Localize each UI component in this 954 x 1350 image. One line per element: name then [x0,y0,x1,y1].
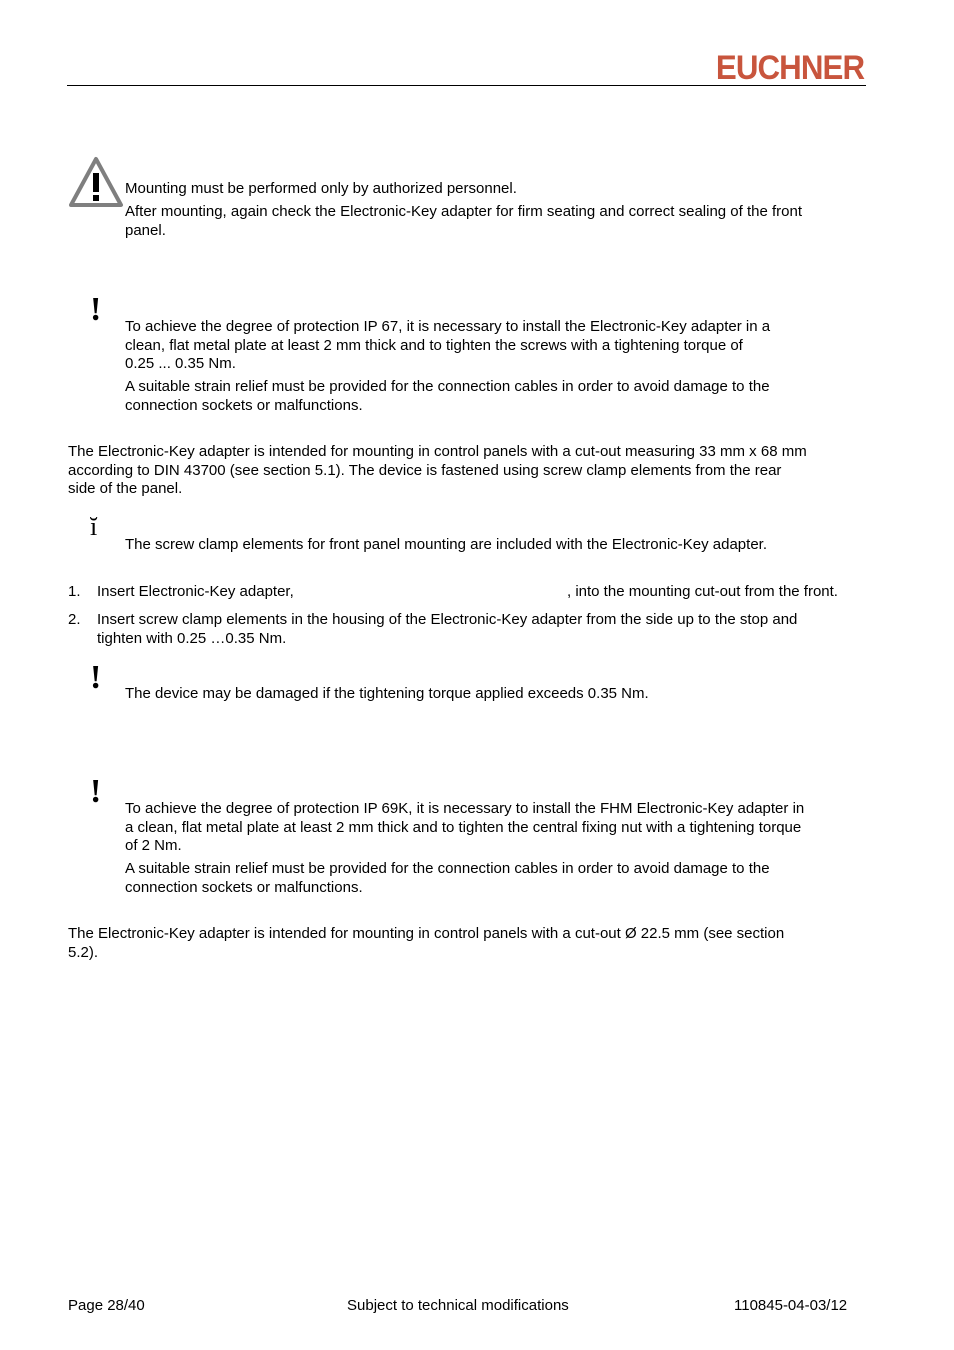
info-note-text: The screw clamp elements for front panel mounting are included with the Electronic-Key adapter. [125,536,767,553]
ip67-strain-relief-text: A suitable strain relief must be provided for the connection cables in order to avoid damage to the connection sockets or malfunctions. [125,378,770,414]
warning-triangle-icon [68,156,124,208]
torque-damage-warning: The device may be damaged if the tightening torque applied exceeds 0.35 Nm. [125,685,649,702]
footer-page-number: Page 28/40 [68,1297,145,1314]
ip67-intro-paragraph: The Electronic-Key adapter is intended for mounting in control panels with a cut-out measuring 33 mm x 68 mm according to DIN 43700 (see section 5.1). The device is fastened using screw clamp elements from the rear side of the panel. [68,443,807,497]
step-1-text-after: , into the mounting cut-out from the front. [567,583,838,600]
ip69k-strain-relief-text: A suitable strain relief must be provided for the connection cables in order to avoid damage to the connection sockets or malfunctions. [125,860,770,896]
header-divider [67,85,866,86]
step-2-number: 2. [68,611,81,628]
exclamation-icon: ! [90,659,102,696]
warning-line-check-seating: After mounting, again check the Electronic-Key adapter for firm seating and correct sealing of the front panel. [125,203,803,239]
step-1-number: 1. [68,583,81,600]
footer-notice: Subject to technical modifications [347,1297,569,1314]
ip69k-intro-paragraph: The Electronic-Key adapter is intended for mounting in control panels with a cut-out Ø 22.5 mm (see section 5.2). [68,925,785,961]
footer-document-id: 110845-04-03/12 [734,1297,848,1314]
step-1-text-before: Insert Electronic-Key adapter, [97,583,294,600]
exclamation-icon: ! [90,773,102,810]
step-2-text: Insert screw clamp elements in the housing of the Electronic-Key adapter from the side up to the stop and tighten with 0.25 …0.35 Nm. [97,611,798,647]
ip67-protection-text: To achieve the degree of protection IP 67, it is necessary to install the Electronic-Key adapter in a clean, flat metal plate at least 2 mm thick and to tighten the screws with a tightening torque of 0.25 ... 0.35 Nm. [125,318,771,372]
ip69k-protection-text: To achieve the degree of protection IP 69K, it is necessary to install the FHM Electronic-Key adapter in a clean, flat metal plate at least 2 mm thick and to tighten the central fixing nut with a tightening torque of 2 Nm. [125,800,805,854]
euchner-logo: EUCHNER [715,49,864,87]
warning-line-authorized: Mounting must be performed only by authorized personnel. [125,180,517,197]
info-icon: ĭ [90,512,98,541]
exclamation-icon: ! [90,291,102,328]
